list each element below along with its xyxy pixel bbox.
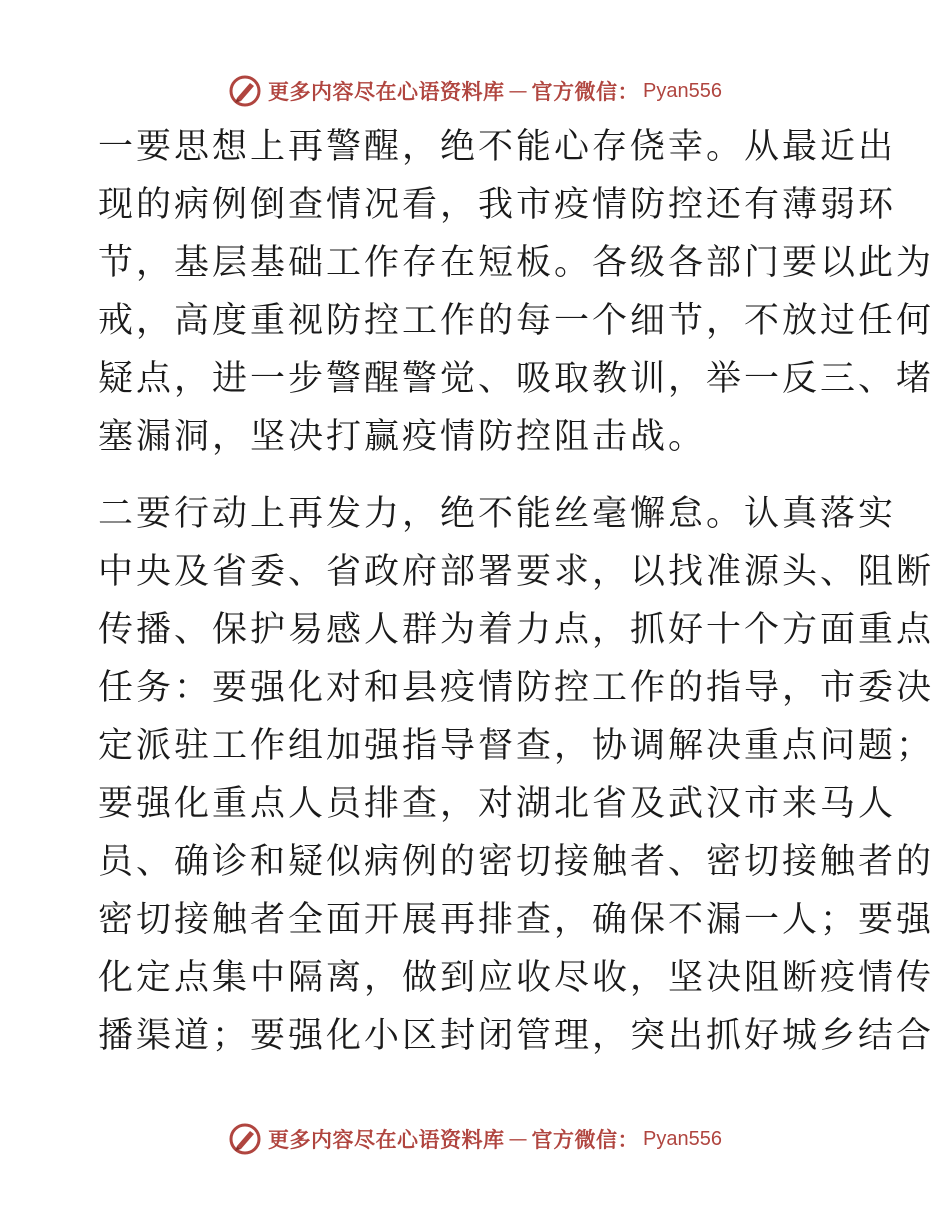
banner-wechat-label: 官方微信： [531, 79, 640, 104]
paragraph-line: 定派驻工作组加强指导督查，协调解决重点问题； [98, 726, 935, 766]
header-banner [0, 71, 950, 111]
paragraph-line: 播渠道；要强化小区封闭管理，突出抓好城乡结合 [98, 1016, 935, 1056]
paragraph-line: 塞漏洞，坚决打赢疫情防控阻击战。 [98, 417, 707, 457]
footer-banner [0, 1119, 950, 1159]
pen-logo-icon [228, 74, 262, 108]
paragraph-line: 节，基层基础工作存在短板。各级各部门要以此为 [98, 243, 935, 283]
banner-title: 更多内容尽在心语资料库 [268, 1127, 505, 1152]
paragraph-2 [98, 485, 935, 1065]
paragraph-line: 任务：要强化对和县疫情防控工作的指导，市委决 [98, 668, 935, 708]
paragraph-line: 中央及省委、省政府部署要求，以找准源头、阻断 [98, 552, 935, 592]
banner-wechat-label: 官方微信： [531, 1127, 640, 1152]
paragraph-line: 疑点，进一步警醒警觉、吸取教训，举一反三、堵 [98, 359, 935, 399]
paragraph-line: 现的病例倒查情况看，我市疫情防控还有薄弱环 [98, 185, 897, 225]
banner-wechat-id: Pyan556 [643, 79, 722, 102]
paragraph-1 [98, 118, 935, 466]
paragraph-line: 一要思想上再警醒，绝不能心存侥幸。从最近出 [98, 127, 897, 167]
paragraph-line: 戒，高度重视防控工作的每一个细节，不放过任何 [98, 301, 935, 341]
paragraph-line: 密切接触者全面开展再排查，确保不漏一人；要强 [98, 900, 935, 940]
pen-logo-icon [228, 1122, 262, 1156]
banner-separator: — [508, 80, 528, 102]
banner-title: 更多内容尽在心语资料库 [268, 79, 505, 104]
paragraph-line: 传播、保护易感人群为着力点，抓好十个方面重点 [98, 610, 935, 650]
banner-wechat-id: Pyan556 [643, 1127, 722, 1150]
paragraph-line: 要强化重点人员排查，对湖北省及武汉市来马人 [98, 784, 897, 824]
paragraph-line: 员、确诊和疑似病例的密切接触者、密切接触者的 [98, 842, 935, 882]
banner-separator: — [508, 1128, 528, 1150]
paragraph-line: 二要行动上再发力，绝不能丝毫懈怠。认真落实 [98, 494, 897, 534]
paragraph-line: 化定点集中隔离，做到应收尽收，坚决阻断疫情传 [98, 958, 935, 998]
